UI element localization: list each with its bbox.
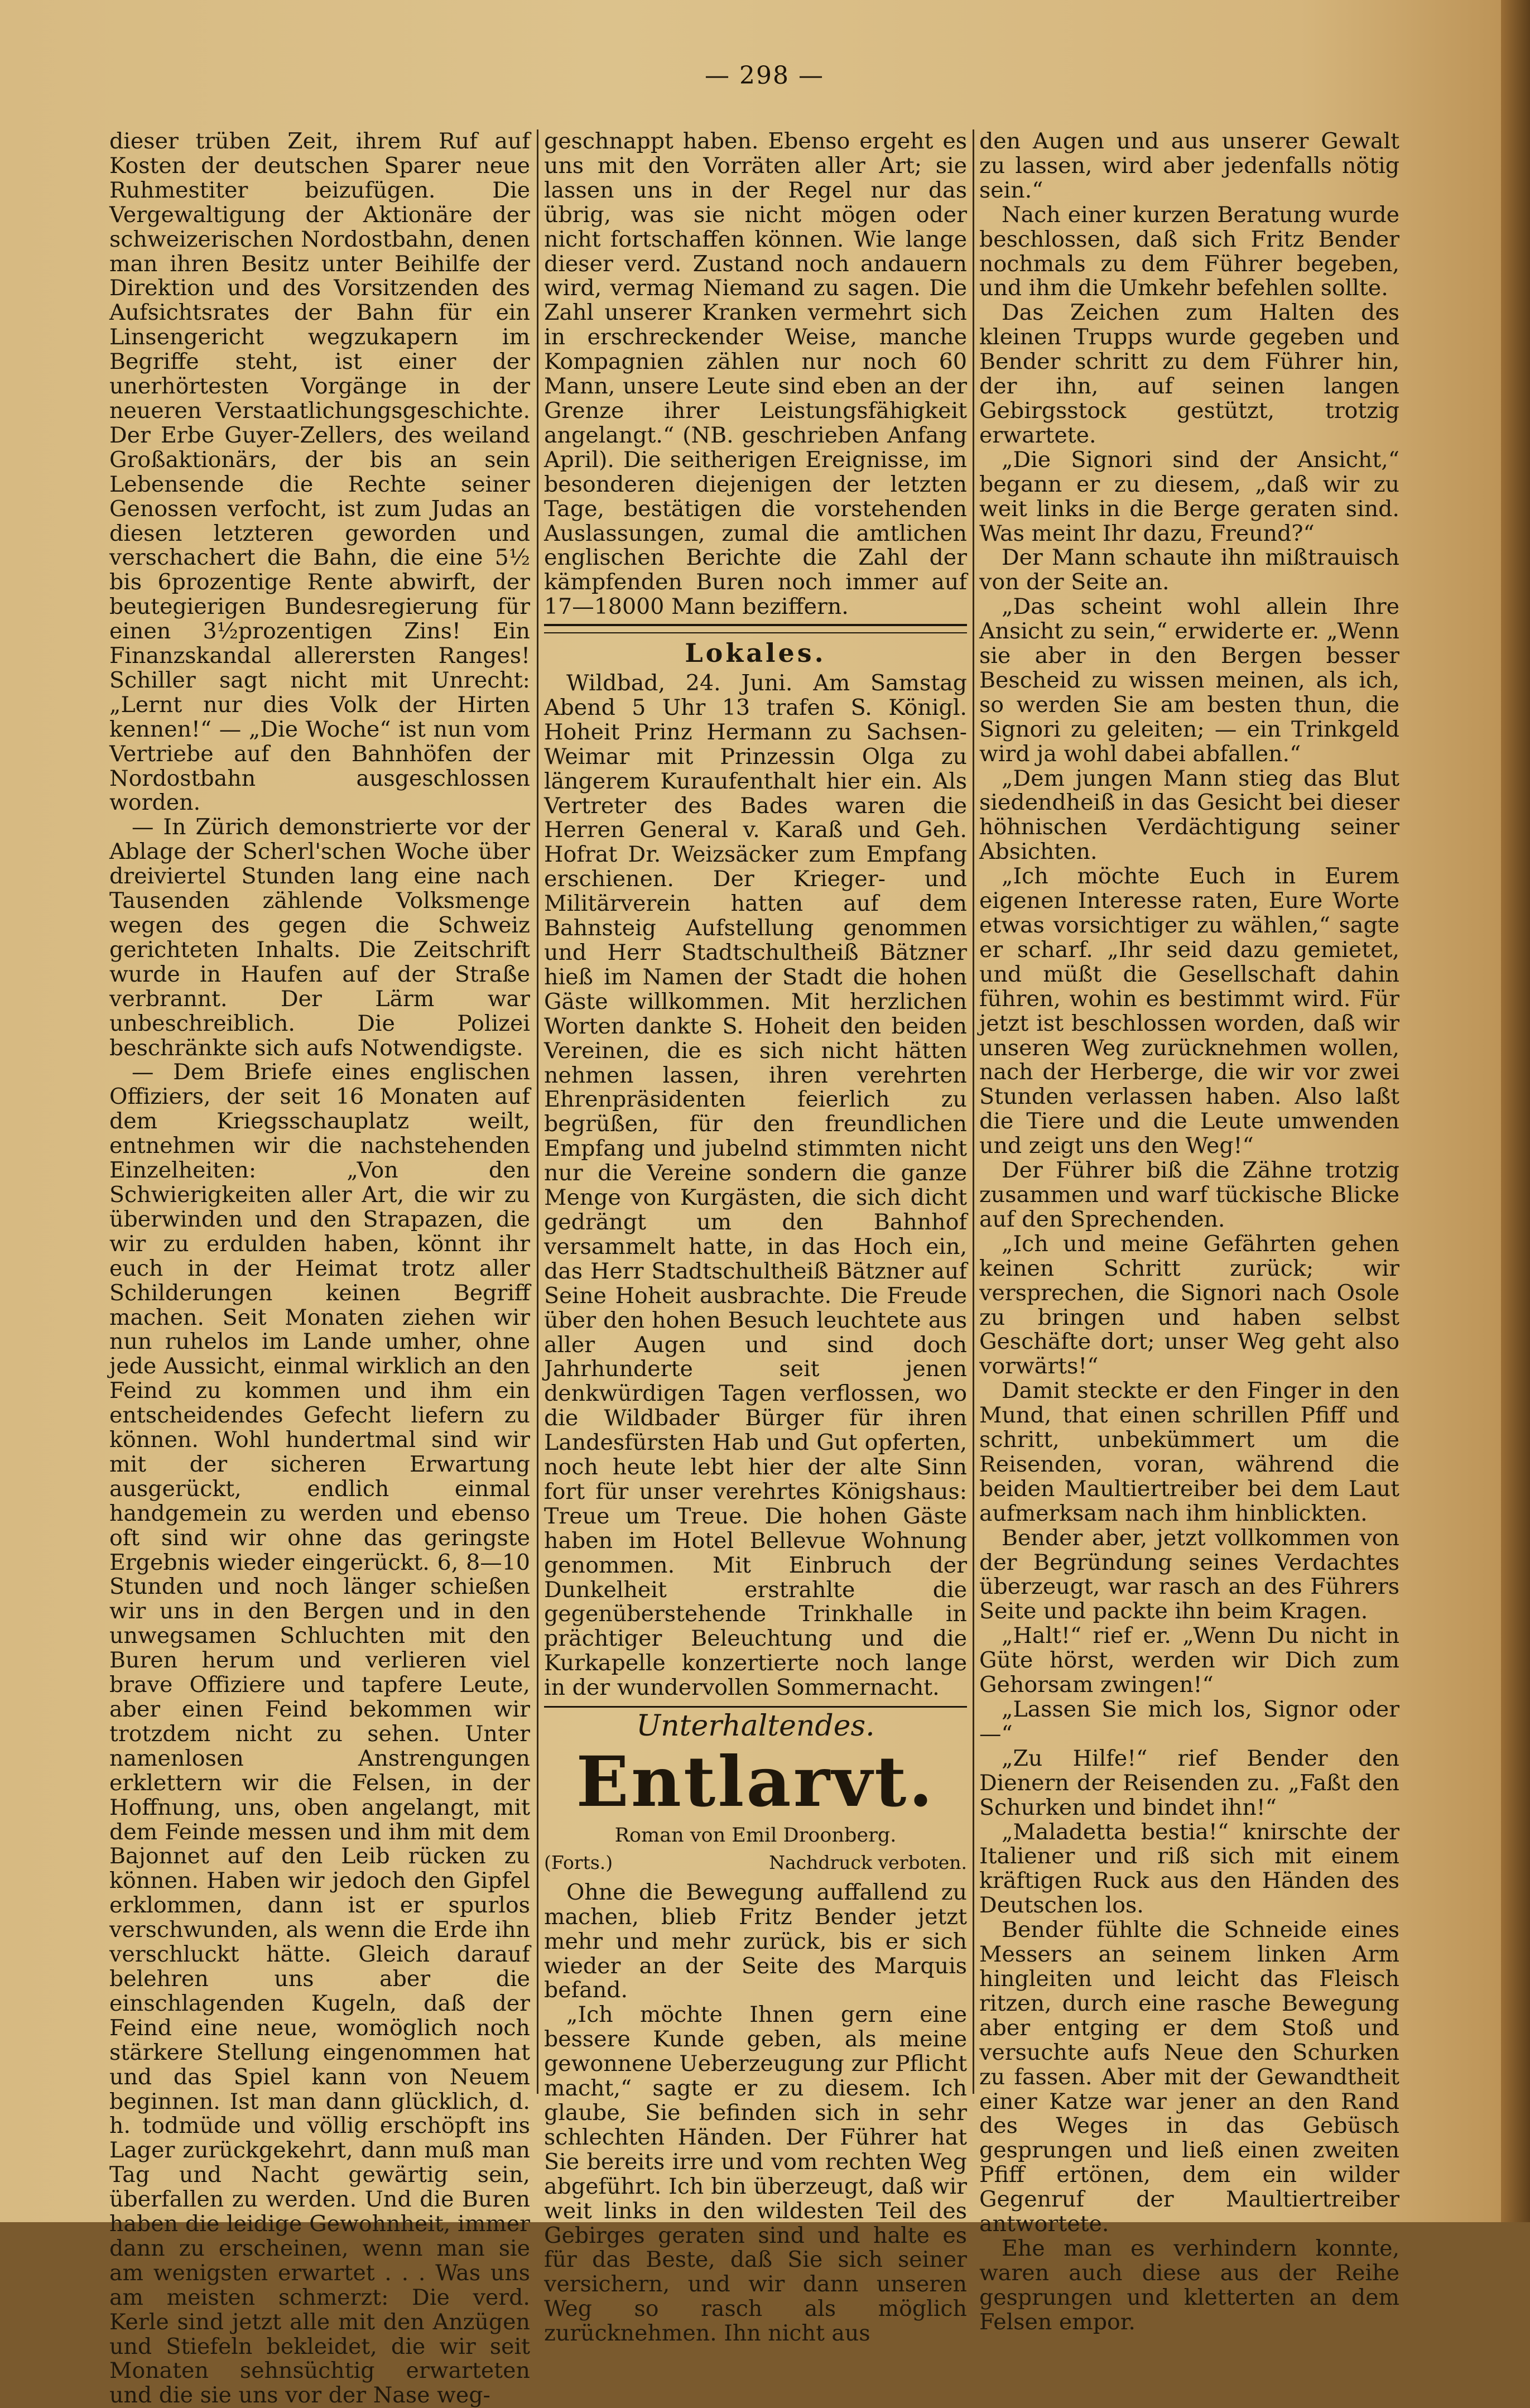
column-divider	[537, 129, 538, 2094]
column-2	[544, 128, 967, 2347]
novel-paragraph: Bender fühlte die Schneide eines Messers an seinem linken Arm hingleiten und leicht das Fleisch ritzen, durch eine rasche Bewegung aber entging er dem Stoß und versuchte aufs Neue den Schurken zu fassen. Aber mit der Gewandtheit einer Katze war jener an den Rand des Weges in das Gebüsch gesprungen und ließ einen zweiten Pfiff ertönen, dem ein wilder Gegenruf der Maultiertreiber antwortete.	[979, 1917, 1399, 2237]
novel-paragraph: Der Führer biß die Zähne trotzig zusammen und warf tückische Blicke auf den Sprechenden.	[979, 1157, 1399, 1232]
novel-paragraph: Ohne die Bewegung auffallend zu machen, blieb Fritz Bender jetzt mehr und mehr zurück, bis er sich wieder an der Seite des Marquis befand.	[544, 1879, 967, 2003]
novel-paragraph: Der Mann schaute ihn mißtrauisch von der Seite an.	[979, 545, 1399, 595]
novel-paragraph: den Augen und aus unserer Gewalt zu lassen, wird aber jedenfalls nötig sein.“	[979, 128, 1399, 203]
novel-paragraph: „Ich und meine Gefährten gehen keinen Schritt zurück; wir versprechen, die Signori nach Osole zu bringen und haben selbst Geschäfte dort; unser Weg geht also vorwärts!“	[979, 1231, 1399, 1380]
novel-paragraph: Das Zeichen zum Halten des kleinen Trupps wurde gegeben und Bender schritt zu dem Führer hin, der ihn, auf seinen langen Gebirgsstock gestützt, trotzig erwartete.	[979, 300, 1399, 448]
lokales-paragraph: Wildbad, 24. Juni. Am Samstag Abend 5 Uhr 13 trafen S. Königl. Hoheit Prinz Hermann zu Sachsen-Weimar mit Prinzessin Olga zu längerem Kuraufenthalt hier ein. Als Vertreter des Bades waren die Herren General v. Karaß und Geh. Hofrat Dr. Weizsäcker zum Empfang erschienen. Der Krieger- und Militärverein hatten auf dem Bahnsteig Aufstellung genommen und Herr Stadtschultheiß Bätzner hieß im Namen der Stadt die hohen Gäste willkommen. Mit herzlichen Worten dankte S. Hoheit den beiden Vereinen, die es sich nicht hätten nehmen lassen, ihren verehrten Ehrenpräsidenten feierlich zu begrüßen, für den freundlichen Empfang und jubelnd stimmten nicht nur die Vereine sondern die ganze Menge von Kurgästen, die sich dicht gedrängt um den Bahnhof versammelt hatte, in das Hoch ein, das Herr Stadtschultheiß Bätzner auf Seine Hoheit ausbrachte. Die Freude über den hohen Besuch leuchtete aus aller Augen und sind doch Jahrhunderte seit jenen denkwürdigen Tagen verflossen, wo die Wildbader Bürger für ihren Landesfürsten Hab und Gut opferten, noch heute lebt hier der alte Sinn fort für unser verehrtes Königshaus: Treue um Treue. Die hohen Gäste haben im Hotel Bellevue Wohnung genommen. Mit Einbruch der Dunkelheit erstrahlte die gegenüberstehende Trinkhalle in prächtiger Beleuchtung und die Kurkapelle konzertierte noch lange in der wundervollen Sommernacht.	[544, 670, 967, 1701]
novel-paragraph: „Halt!“ rief er. „Wenn Du nicht in Güte hörst, werden wir Dich zum Gehorsam zwingen!“	[979, 1623, 1399, 1698]
novel-paragraph: „Ich möchte Euch in Eurem eigenen Interesse raten, Eure Worte etwas vorsichtiger zu wählen,“ sagte er scharf. „Ihr seid dazu gemietet, und müßt die Gesellschaft dahin führen, wohin es bestimmt wird. Für jetzt ist beschlossen worden, daß wir unseren Weg zurücknehmen wollen, nach der Herberge, die wir vor zwei Stunden verlassen haben. Also laßt die Tiere und die Leute umwenden und zeigt uns den Weg!“	[979, 863, 1399, 1159]
col1-paragraph: — Dem Briefe eines englischen Offiziers, der seit 16 Monaten auf dem Kriegsschauplatz weilt, entnehmen wir die nachstehenden Einzelheiten: „Von den Schwierigkeiten aller Art, die wir zu überwinden und den Strapazen, die wir zu erdulden haben, könnt ihr euch in der Heimat trotz aller Schilderungen keinen Begriff machen. Seit Monaten ziehen wir nun ruhelos im Lande umher, ohne jede Aussicht, einmal wirklich an den Feind zu kommen und ihm ein entscheidendes Gefecht liefern zu können. Wohl hundertmal sind wir mit der sicheren Erwartung ausgerückt, endlich einmal handgemein zu werden und ebenso oft sind wir ohne das geringste Ergebnis wieder eingerückt. 6, 8—10 Stunden und noch länger schießen wir uns in den Bergen und in den unwegsamen Schluchten mit den Buren herum und verlieren viel brave Offiziere und tapfere Leute, aber einen Feind bekommen wir trotzdem nicht zu sehen. Unter namenlosen Anstrengungen erklettern wir die Felsen, in der Hoffnung, uns, oben angelangt, mit dem Feinde messen und ihm mit dem Bajonnet auf den Leib rücken zu können. Haben wir jedoch den Gipfel erklommen, dann ist er spurlos verschwunden, als wenn die Erde ihn verschluckt hätte. Gleich darauf belehren uns aber die einschlagenden Kugeln, daß der Feind eine neue, womöglich noch stärkere Stellung eingenommen hat und das Spiel kann von Neuem beginnen. Ist man dann glücklich, d. h. todmüde und völlig erschöpft ins Lager zurückgekehrt, dann muß man Tag und Nacht gewärtig sein, überfallen zu werden. Und die Buren haben die leidige Gewohnheit, immer dann zu erscheinen, wenn man sie am wenigsten erwartet . . . Was uns am meisten schmerzt: Die verd. Kerle sind jetzt alle mit den Anzügen und Stiefeln bekleidet, die wir seit Monaten sehnsüchtig erwarteten und die sie uns vor der Nase weg-	[109, 1059, 530, 2408]
novel-paragraph: Ehe man es verhindern konnte, waren auch diese aus der Reihe gesprungen und kletterten an dem Felsen empor.	[979, 2235, 1399, 2335]
section-rule	[544, 1706, 967, 1708]
unterhaltendes-heading: Unterhaltendes.	[636, 1709, 875, 1743]
column-3	[979, 128, 1399, 2335]
column-1	[109, 128, 530, 2408]
column-divider	[973, 129, 974, 2094]
novel-author: Roman von Emil Droonberg.	[614, 1824, 897, 1847]
novel-paragraph: „Dem jungen Mann stieg das Blut siedendheiß in das Gesicht bei dieser höhnischen Verdächtigung seiner Absichten.	[979, 765, 1399, 865]
lokales-heading: Lokales.	[685, 638, 826, 669]
col2-paragraph: geschnappt haben. Ebenso ergeht es uns mit den Vorräten aller Art; sie lassen uns in der Regel nur das übrig, was sie nicht mögen oder nicht fortschaffen können. Wie lange dieser verd. Zustand noch andauern wird, vermag Niemand zu sagen. Die Zahl unserer Kranken vermehrt sich in erschreckender Weise, manche Kompagnien zählen nur noch 60 Mann, unsere Leute sind eben an der Grenze ihrer Leistungsfähigkeit angelangt.“ (NB. geschrieben Anfang April). Die seitherigen Ereignisse, im besonderen diejenigen der letzten Tage, bestätigen die vorstehenden Auslassungen, zumal die amtlichen englischen Berichte die Zahl der kämpfenden Buren noch immer auf 17—18000 Mann beziffern.	[544, 128, 967, 620]
section-rule	[544, 624, 967, 633]
novel-paragraph: „Ich möchte Ihnen gern eine bessere Kunde geben, als meine gewonnene Ueberzeugung zur Pflicht macht,“ sagte er zu diesem. Ich glaube, Sie befinden sich in sehr schlechten Händen. Der Führer hat Sie bereits irre und vom rechten Weg abgeführt. Ich bin überzeugt, daß wir weit links in den wildesten Teil des Gebirges geraten sind und halte es für das Beste, daß Sie sich seiner versichern, und wir dann unseren Weg so rasch als möglich zurücknehmen. Ihn nicht aus	[544, 2002, 967, 2347]
novel-paragraph: „Die Signori sind der Ansicht,“ begann er zu diesem, „daß wir zu weit links in die Berge geraten sind. Was meint Ihr dazu, Freund?“	[979, 446, 1399, 546]
novel-paragraph: „Zu Hilfe!“ rief Bender den Dienern der Reisenden zu. „Faßt den Schurken und bindet ihn!“	[979, 1745, 1399, 1820]
continuation-note: (Forts.)	[544, 1851, 613, 1873]
book-binding-edge	[1501, 0, 1530, 2222]
novel-paragraph: Nach einer kurzen Beratung wurde beschlossen, daß sich Fritz Bender nochmals zu dem Führer begeben, und ihm die Umkehr befehlen sollte.	[979, 201, 1399, 301]
novel-paragraph: Damit steckte er den Finger in den Mund, that einen schrillen Pfiff und schritt, unbekümmert um die Reisenden, voran, während die beiden Maultiertreiber bei dem Laut aufmerksam nach ihm hinblickten.	[979, 1378, 1399, 1526]
novel-notice-row	[544, 1851, 967, 1875]
col1-paragraph: — In Zürich demonstrierte vor der Ablage der Scherl'schen Woche über dreiviertel Stunden lang eine nach Tausenden zählende Volksmenge wegen des gegen die Schweiz gerichteten Inhalts. Die Zeitschrift wurde in Haufen auf der Straße verbrannt. Der Lärm war unbeschreiblich. Die Polizei beschränkte sich aufs Notwendigste.	[109, 814, 530, 1061]
novel-title: Entlarvt.	[576, 1742, 935, 1823]
novel-paragraph: „Lassen Sie mich los, Signor oder —“	[979, 1696, 1399, 1747]
reprint-notice: Nachdruck verboten.	[769, 1851, 967, 1873]
page-number: — 298 —	[705, 61, 824, 90]
novel-paragraph: „Das scheint wohl allein Ihre Ansicht zu sein,“ erwiderte er. „Wenn sie aber in den Bergen besser Bescheid zu wissen meinen, als ich, so werden Sie am besten thun, die Signori zu geleiten; — ein Trinkgeld wird ja wohl dabei abfallen.“	[979, 594, 1399, 767]
col1-paragraph: dieser trüben Zeit, ihrem Ruf auf Kosten der deutschen Sparer neue Ruhmestiter beizufügen. Die Vergewaltigung der Aktionäre der schweizerischen Nordostbahn, denen man ihren Besitz unter Beihilfe der Direktion und des Vorsitzenden des Aufsichtsrates der Bahn für ein Linsengericht wegzukapern im Begriffe steht, ist einer der unerhörtesten Vorgänge in der neueren Verstaatlichungsgeschichte. Der Erbe Guyer-Zellers, des weiland Großaktionärs, der bis an sein Lebensende die Rechte seiner Genossen verfocht, ist zum Judas an diesen letzteren geworden und verschachert die Bahn, die eine 5½ bis 6prozentige Rente abwirft, der beutegierigen Bundesregierung für einen 3½prozentigen Zins! Ein Finanzskandal allerersten Ranges! Schiller sagt nicht mit Unrecht: „Lernt nur dies Volk der Hirten kennen!“ — „Die Woche“ ist nun vom Vertriebe auf den Bahnhöfen der Nordostbahn ausgeschlossen worden.	[109, 128, 530, 816]
novel-paragraph: „Maladetta bestia!“ knirschte der Italiener und riß sich mit einem kräftigen Ruck aus den Händen des Deutschen los.	[979, 1819, 1399, 1919]
novel-paragraph: Bender aber, jetzt vollkommen von der Begründung seines Verdachtes überzeugt, war rasch an des Führers Seite und packte ihn beim Kragen.	[979, 1525, 1399, 1624]
